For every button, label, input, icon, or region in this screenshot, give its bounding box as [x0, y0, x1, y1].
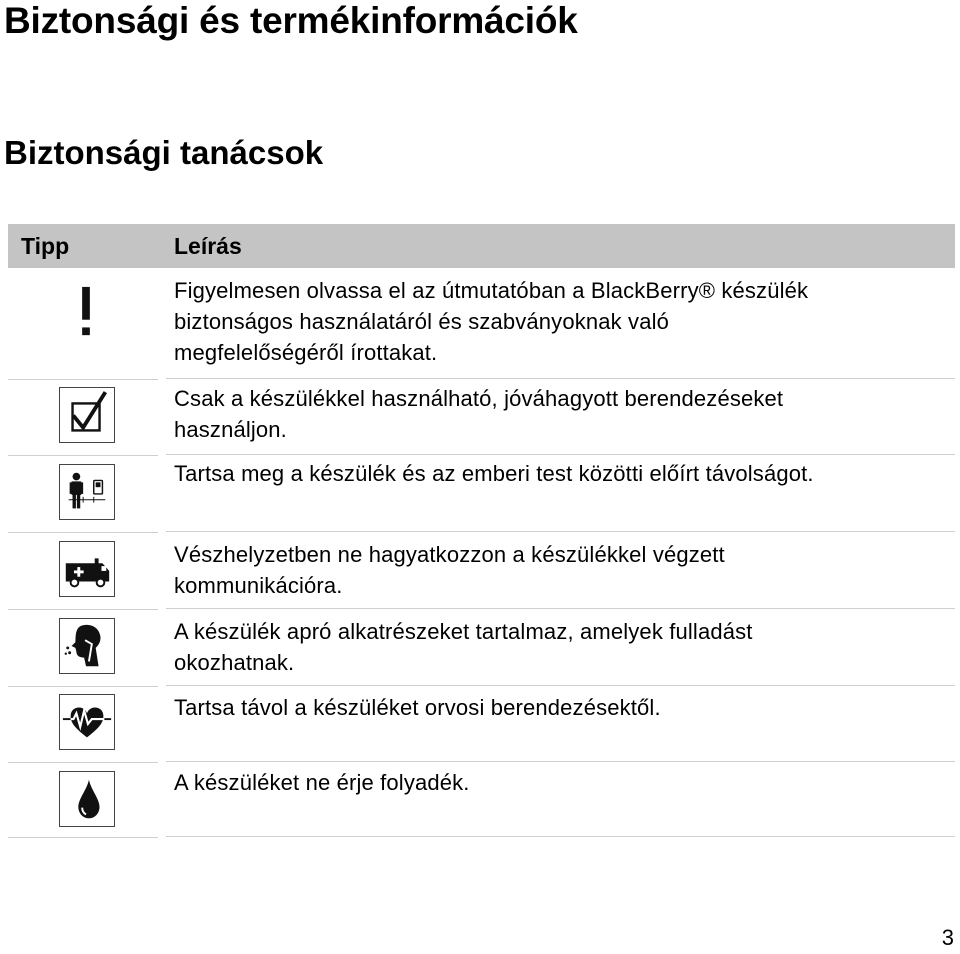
main-title: Biztonsági és termékinformációk: [4, 0, 578, 41]
safety-tips-table: [8, 224, 955, 837]
row-text-line: Vészhelyzetben ne hagyatkozzon a készülékkel végzett: [174, 542, 725, 567]
heart-monitor-icon: [59, 694, 115, 750]
section-title: Biztonsági tanácsok: [4, 134, 324, 171]
ambulance-icon: [59, 541, 115, 597]
table-row: [8, 379, 955, 455]
table-row: [8, 455, 955, 532]
row-text-line: használjon.: [174, 417, 287, 442]
table-header: [8, 224, 955, 268]
table-row: [8, 532, 955, 609]
page-number: 3: [941, 925, 954, 950]
row-text-line: megfelelőségéről írottakat.: [174, 340, 438, 365]
row-text-line: A készülék apró alkatrészeket tartalmaz, amelyek fulladást: [174, 619, 753, 644]
table-row: [8, 609, 955, 686]
header-description: Leírás: [174, 232, 242, 259]
row-text-line: okozhatnak.: [174, 650, 295, 675]
row-text-line: A készüléket ne érje folyadék.: [174, 770, 470, 795]
row-text-line: biztonságos használatáról és szabványoknak való: [174, 309, 670, 334]
row-text-line: Tartsa meg a készülék és az emberi test közötti előírt távolságot.: [174, 461, 814, 486]
header-tip: Tipp: [21, 232, 70, 259]
table-row: [8, 686, 955, 762]
liquid-drop-icon: [59, 771, 115, 827]
row-text-line: kommunikációra.: [174, 573, 343, 598]
table-row: [8, 268, 955, 379]
choking-hazard-icon: [59, 618, 115, 674]
row-text-line: Figyelmesen olvassa el az útmutatóban a BlackBerry® készülék: [174, 278, 809, 303]
table-row: [8, 762, 955, 837]
row-text-line: Csak a készülékkel használható, jóváhagyott berendezéseket: [174, 386, 784, 411]
exclamation-icon: [59, 285, 115, 341]
row-text-line: Tartsa távol a készüléket orvosi berendezésektől.: [174, 695, 661, 720]
checkmark-icon: [59, 387, 115, 443]
body-distance-icon: [59, 464, 115, 520]
